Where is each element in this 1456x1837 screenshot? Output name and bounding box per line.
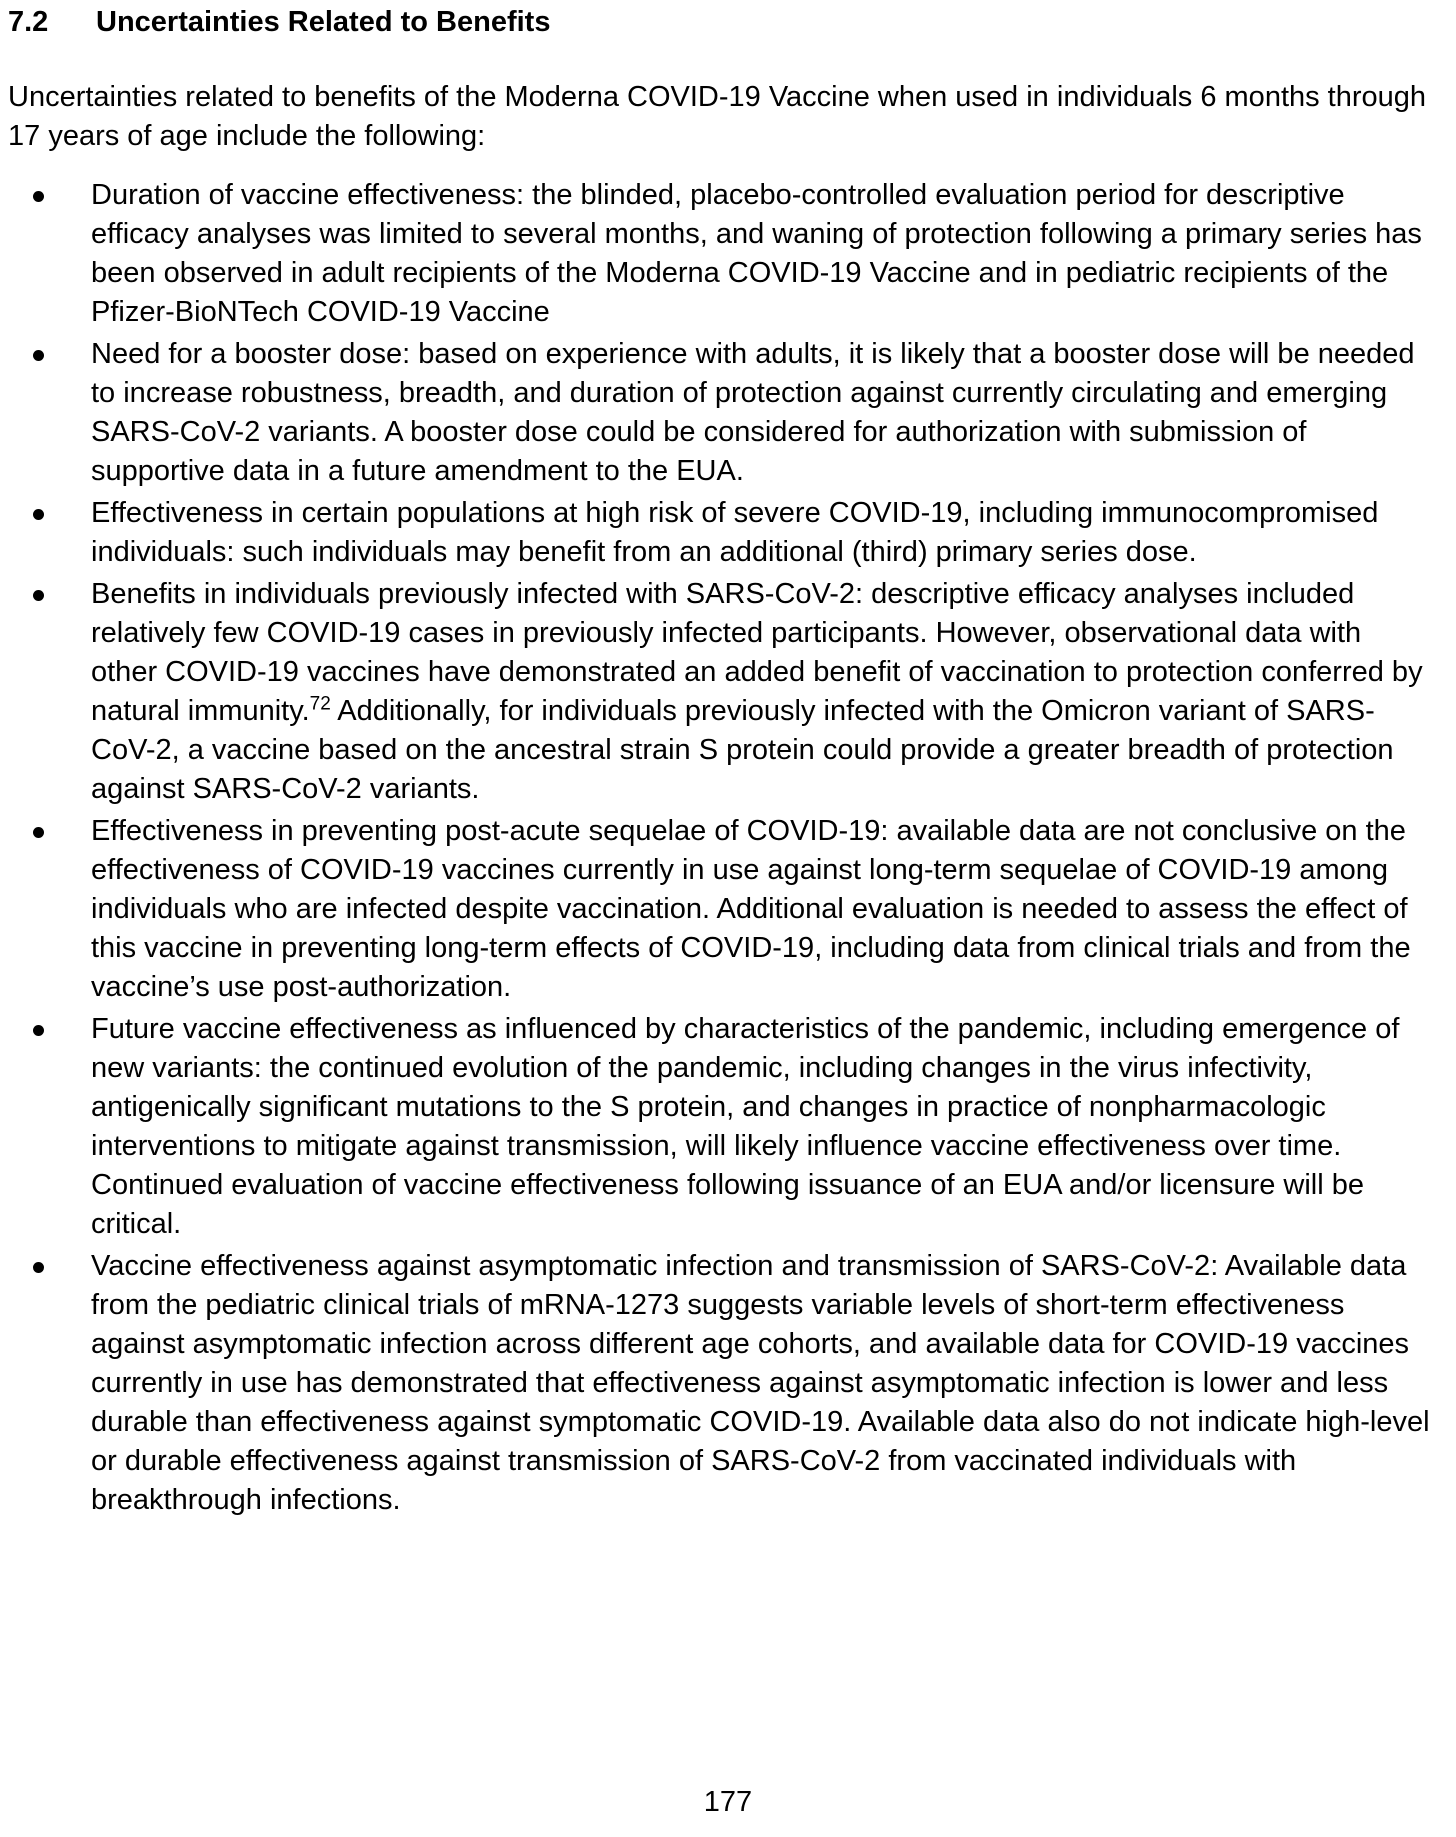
page-number: 177 — [703, 1786, 753, 1818]
list-item-text: Need for a booster dose: based on experience with adults, it is likely that a booster dose will be needed to increase robustness, breadth, and duration of protection against currently circulating and emerging SARS-CoV-2 variants. A booster dose could be considered for authorization with submission of supportive data in a future amendment to the EUA. — [91, 338, 1415, 487]
bullet-icon — [33, 827, 44, 838]
list-item — [0, 812, 1434, 1007]
bullet-icon — [33, 191, 44, 202]
list-item — [0, 1010, 1434, 1244]
bullet-icon — [33, 1262, 44, 1273]
list-item — [0, 575, 1434, 809]
list-item — [0, 335, 1434, 491]
list-item-text-before: Benefits in individuals previously infected with SARS-CoV-2: descriptive efficacy analyses included relatively few COVID-19 cases in previously infected participants. However, observational data with other COVID-19 vaccines have demonstrated an added benefit of vaccination to protection conferred by natural immunity. — [91, 578, 1423, 727]
section-title: Uncertainties Related to Benefits — [96, 6, 551, 38]
uncertainties-list — [0, 176, 1456, 1523]
footnote-reference: 72 — [309, 693, 331, 715]
bullet-icon — [33, 590, 44, 601]
list-item-text: Future vaccine effectiveness as influenced by characteristics of the pandemic, including emergence of new variants: the continued evolution of the pandemic, including changes in the virus infectivity, antigenically significant mutations to the S protein, and changes in practice of nonpharmacologic interventions to mitigate against transmission, will likely influence vaccine effectiveness over time. Continued evaluation of vaccine effectiveness following issuance of an EUA and/or licensure will be critical. — [91, 1013, 1400, 1240]
list-item — [0, 1247, 1434, 1520]
list-item — [0, 494, 1434, 572]
bullet-icon — [33, 350, 44, 361]
list-item-text — [91, 575, 1434, 809]
list-item-text: Vaccine effectiveness against asymptomatic infection and transmission of SARS-CoV-2: Available data from the pediatric clinical trials of mRNA-1273 suggests variable levels of short-term effectiveness against asymptomatic infection across different age cohorts, and available data for COVID-19 vaccines currently in use has demonstrated that effectiveness against asymptomatic infection is lower and less durable than effectiveness against symptomatic COVID-19. Available data also do not indicate high-level or durable effectiveness against transmission of SARS-CoV-2 from vaccinated individuals with breakthrough infections. — [91, 1250, 1430, 1516]
list-item — [0, 176, 1434, 332]
list-item-text-after: Additionally, for individuals previously infected with the Omicron variant of SARS-CoV-2, a vaccine based on the ancestral strain S protein could provide a greater breadth of protection against SARS-CoV-2 variants. — [91, 695, 1394, 805]
section-heading — [8, 4, 550, 40]
bullet-icon — [33, 1025, 44, 1036]
list-item-text: Effectiveness in preventing post-acute sequelae of COVID-19: available data are not conclusive on the effectiveness of COVID-19 vaccines currently in use against long-term sequelae of COVID-19 among individuals who are infected despite vaccination. Additional evaluation is needed to assess the effect of this vaccine in preventing long-term effects of COVID-19, including data from clinical trials and from the vaccine’s use post-authorization. — [91, 815, 1411, 1003]
bullet-icon — [33, 509, 44, 520]
list-item-text: Duration of vaccine effectiveness: the blinded, placebo-controlled evaluation period for descriptive efficacy analyses was limited to several months, and waning of protection following a primary series has been observed in adult recipients of the Moderna COVID-19 Vaccine and in pediatric recipients of the Pfizer-BioNTech COVID-19 Vaccine — [91, 179, 1422, 328]
list-item-text: Effectiveness in certain populations at high risk of severe COVID-19, including immunocompromised individuals: such individuals may benefit from an additional (third) primary series dose. — [91, 497, 1379, 568]
section-number: 7.2 — [8, 6, 49, 38]
intro-paragraph: Uncertainties related to benefits of the Moderna COVID-19 Vaccine when used in individuals 6 months through 17 years of age include the following: — [8, 81, 1427, 152]
